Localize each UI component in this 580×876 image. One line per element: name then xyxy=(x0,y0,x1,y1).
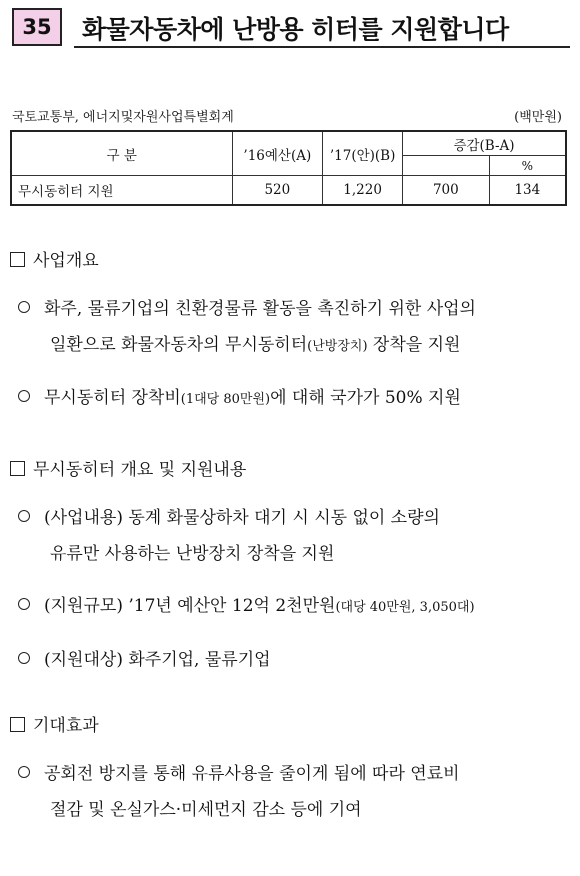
circle-bullet-icon xyxy=(18,301,30,313)
cell-plan17: 1,220 xyxy=(323,176,403,206)
list-item: (사업내용) 동계 화물상하차 대기 시 시동 없이 소량의 xyxy=(18,503,440,533)
list-item: 무시동히터 장착비(1대당 80만원)에 대해 국가가 50% 지원 xyxy=(18,383,461,415)
list-item: (지원규모) ’17년 예산안 12억 2천만원(대당 40만원, 3,050대) xyxy=(18,591,475,623)
header-item: 구 분 xyxy=(11,131,232,176)
list-item-continuation: 유류만 사용하는 난방장치 장착을 지원 xyxy=(50,544,335,564)
circle-bullet-icon xyxy=(18,598,30,610)
section-details: 무시동히터 개요 및 지원내용 xyxy=(10,455,246,480)
page-header xyxy=(12,8,570,50)
list-item-continuation: 절감 및 온실가스·미세먼지 감소 등에 기여 xyxy=(50,800,362,820)
unit-label: (백만원) xyxy=(514,110,562,125)
table-row xyxy=(11,176,566,206)
circle-bullet-icon xyxy=(18,510,30,522)
circle-bullet-icon xyxy=(18,652,30,664)
cell-budget16: 520 xyxy=(232,176,323,206)
cell-pct: 134 xyxy=(489,176,566,206)
title-underline xyxy=(74,46,570,48)
item-number-badge: 35 xyxy=(12,8,62,46)
header-pct: % xyxy=(489,156,566,176)
circle-bullet-icon xyxy=(18,766,30,778)
list-item-continuation: 일환으로 화물자동차의 무시동히터(난방장치) 장착을 지원 xyxy=(50,335,461,355)
ministry-label: 국토교통부, 에너지및자원사업특별회계 xyxy=(12,110,234,125)
header-diff-blank xyxy=(403,156,490,176)
page-title: 화물자동차에 난방용 히터를 지원합니다 xyxy=(82,15,509,44)
circle-bullet-icon xyxy=(18,390,30,402)
checkbox-square-icon xyxy=(10,461,25,476)
cell-item: 무시동히터 지원 xyxy=(11,176,232,206)
header-budget16: ’16예산(A) xyxy=(232,131,323,176)
budget-table xyxy=(10,130,567,206)
list-item: 공회전 방지를 통해 유류사용을 줄이게 됨에 따라 연료비 xyxy=(18,759,460,789)
list-item: 화주, 물류기업의 친환경물류 활동을 촉진하기 위한 사업의 xyxy=(18,294,476,324)
section-overview: 사업개요 xyxy=(10,246,99,271)
list-item: (지원대상) 화주기업, 물류기업 xyxy=(18,645,271,675)
checkbox-square-icon xyxy=(10,252,25,267)
header-diff: 증감(B-A) xyxy=(403,131,566,156)
header-plan17: ’17(안)(B) xyxy=(323,131,403,176)
checkbox-square-icon xyxy=(10,717,25,732)
section-effects: 기대효과 xyxy=(10,711,99,736)
cell-diff: 700 xyxy=(403,176,490,206)
